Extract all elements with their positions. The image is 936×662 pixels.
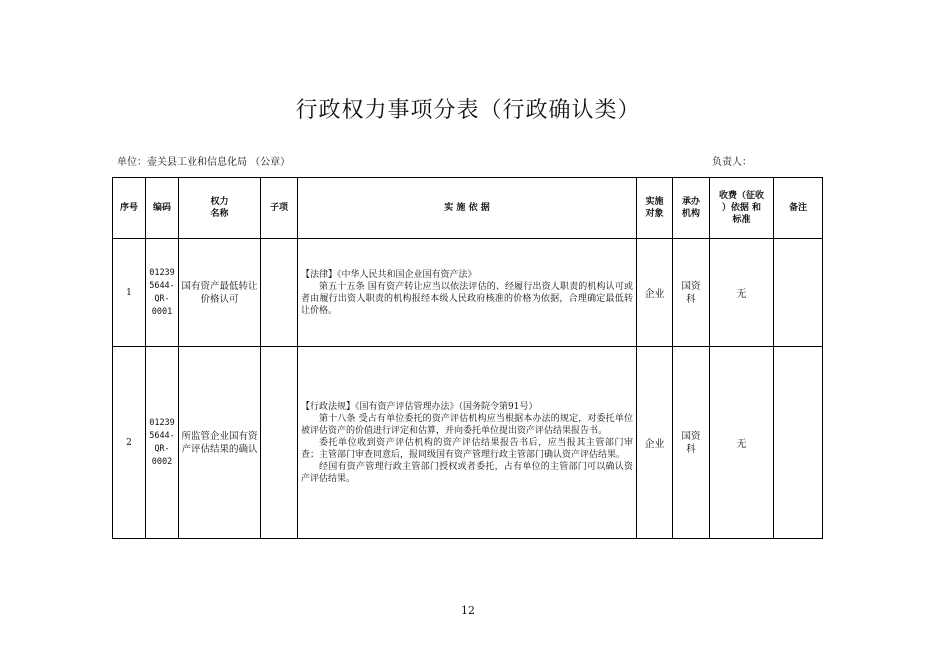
- dept-line: 国资: [681, 430, 701, 442]
- basis-paragraph: 第十八条 受占有单位委托的资产评估机构应当根据本办法的规定，对委托单位被评估资产的价值进行评定和估算，并向委托单位提出资产评估结果报告书。: [301, 413, 633, 436]
- cell-code: [146, 347, 179, 539]
- cell-fee: 无: [710, 347, 774, 539]
- header-sub: 子项: [261, 178, 298, 239]
- header-fee-line2: ）依据 和: [721, 203, 762, 213]
- header-name-line1: 权力: [210, 197, 229, 207]
- table-row: [113, 239, 823, 347]
- header-remark: 备注: [774, 178, 823, 239]
- header-fee-line3: 标准: [732, 215, 751, 225]
- header-code: 编码: [146, 178, 179, 239]
- table-row: [113, 347, 823, 539]
- cell-target: 企业: [637, 239, 673, 347]
- code-line: 5644-: [149, 430, 175, 441]
- cell-sub: [261, 347, 298, 539]
- header-seq: 序号: [113, 178, 146, 239]
- dept-line: 国资: [681, 280, 701, 292]
- code-line: 5644-: [149, 280, 175, 291]
- power-items-table: [112, 177, 823, 539]
- cell-seq: 1: [113, 239, 146, 347]
- dept-line: 科: [686, 293, 696, 305]
- cell-power-name: 所监管企业国有资产评估结果的确认: [179, 347, 261, 539]
- dept-line: 科: [686, 443, 696, 455]
- header-target-line2: 对象: [645, 209, 664, 219]
- header-target-line1: 实施: [645, 197, 664, 207]
- code-line: QR-: [154, 293, 170, 304]
- header-fee-line1: 收费（征收: [718, 191, 764, 201]
- header-dept-line2: 机构: [681, 209, 700, 219]
- code-line: 0002: [151, 456, 173, 467]
- code-line: 01239: [149, 267, 175, 278]
- basis-paragraph: 第五十五条 国有资产转让应当以依法评估的、经履行出资人职责的机构认可或者由履行出资人职责的机构报经本级人民政府核准的价格为依据，合理确定最低转让价格。: [301, 281, 633, 316]
- cell-remark: [774, 347, 823, 539]
- basis-paragraph: 经国有资产管理行政主管部门授权或者委托，占有单位的主管部门可以确认资产评估结果。: [301, 461, 633, 484]
- cell-power-name: 国有资产最低转让价格认可: [179, 239, 261, 347]
- header-basis: 实 施 依 据: [298, 178, 637, 239]
- code-line: 01239: [149, 417, 175, 428]
- cell-sub: [261, 239, 298, 347]
- header-fee: [710, 178, 774, 239]
- table-header-row: [113, 178, 823, 239]
- basis-paragraph: 【法律】《中华人民共和国企业国有资产法》: [301, 269, 477, 280]
- cell-basis: [298, 239, 637, 347]
- page-number: 12: [461, 604, 475, 617]
- header-target: [637, 178, 673, 239]
- header-dept-line1: 承办: [681, 197, 700, 207]
- cell-seq: 2: [113, 347, 146, 539]
- unit-label: 单位：壶关县工业和信息化局 （公章）: [117, 157, 291, 168]
- header-dept: [673, 178, 710, 239]
- cell-target: 企业: [637, 347, 673, 539]
- cell-fee: 无: [710, 239, 774, 347]
- basis-paragraph: 委托单位收到资产评估机构的资产评估结果报告书后，应当报其主管部门审查；主管部门审查同意后，报同级国有资产管理行政主管部门确认资产评估结果。: [301, 437, 633, 460]
- cell-remark: [774, 239, 823, 347]
- code-line: 0001: [151, 306, 173, 317]
- header-name: [179, 178, 261, 239]
- code-line: QR-: [154, 443, 170, 454]
- basis-paragraph: 【行政法规】《国有资产评估管理办法》（国务院令第91号）: [301, 401, 538, 412]
- cell-basis: [298, 347, 637, 539]
- cell-code: [146, 239, 179, 347]
- header-name-line2: 名称: [210, 209, 229, 219]
- page-title: 行政权力事项分表（行政确认类）: [295, 98, 641, 123]
- cell-dept: [673, 347, 710, 539]
- responsible-person-label: 负责人：: [712, 157, 752, 168]
- cell-dept: [673, 239, 710, 347]
